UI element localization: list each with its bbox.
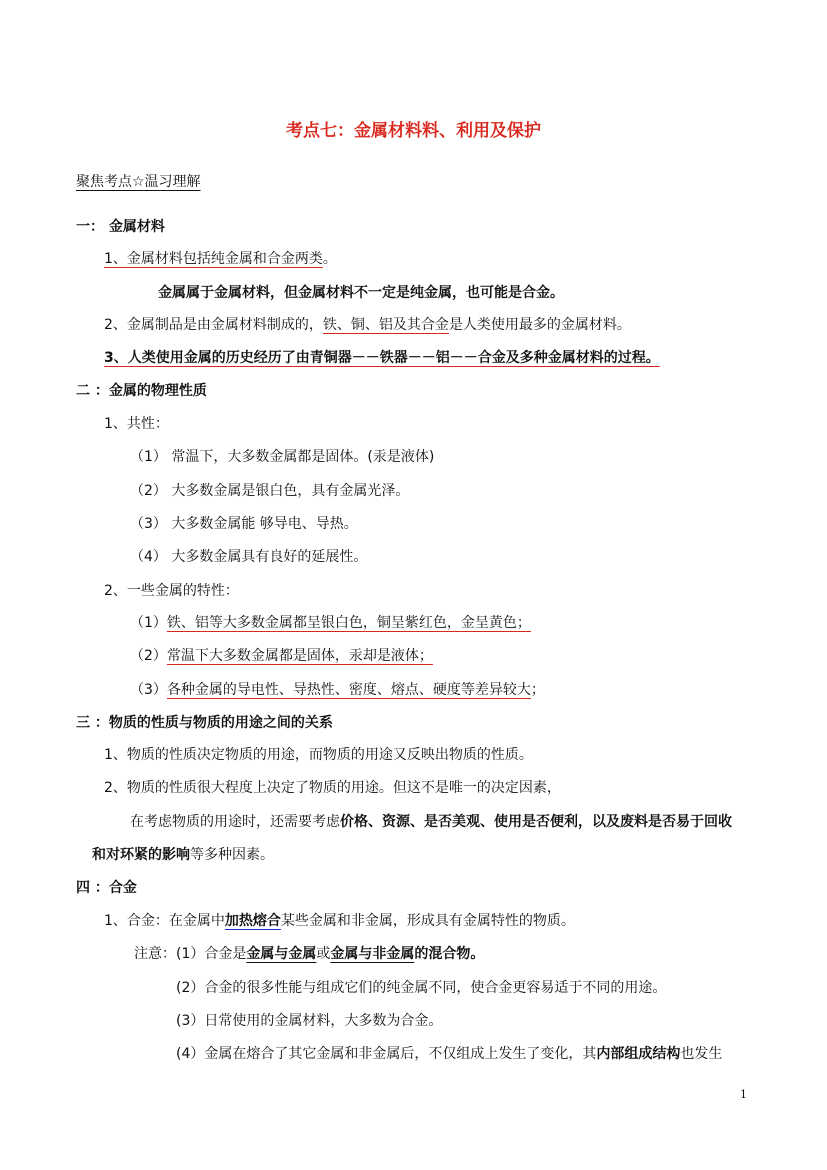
- s4-note-1-a: 注意：(1）合金是: [134, 946, 247, 962]
- s1-item-2-a: 2、金属制品是由金属材料制成的，: [104, 317, 323, 333]
- s2-common-2: （2） 大多数金属是银白色，具有金属光泽。: [130, 483, 410, 499]
- s3-item-2: 2、物质的性质很大程度上决定了物质的用途。但这不是唯一的决定因素，: [104, 780, 561, 796]
- s3-item-1: 1、物质的性质决定物质的用途，而物质的用途又反映出物质的性质。: [104, 747, 533, 763]
- s2-special-1-number: （1）: [130, 615, 167, 631]
- s1-item-1-end: 。: [322, 251, 337, 267]
- s2-special-label: 2、一些金属的特性：: [104, 583, 239, 599]
- s2-special-3-end: ；: [530, 682, 545, 698]
- s2-special-2-text: 常温下大多数金属都是固体，汞却是液体；: [166, 648, 433, 664]
- s4-definition-a: 1、合金：在金属中: [104, 913, 225, 929]
- s1-note: 金属属于金属材料，但金属材料不一定是纯金属，也可能是合金。: [158, 285, 564, 301]
- section-heading-3: 三 ：物质的性质与物质的用途之间的关系: [76, 715, 333, 731]
- s4-note-4-c: 也发生: [680, 1046, 723, 1062]
- s2-common-4: （4） 大多数金属具有良好的延展性。: [130, 549, 368, 565]
- s2-special-2-number: （2）: [130, 648, 167, 664]
- page-number: 1: [740, 1088, 747, 1101]
- section-heading-4: 四 ：合金: [76, 880, 137, 896]
- s1-item-1-number: 1、: [104, 251, 127, 267]
- s4-note-3: (3）日常使用的金属材料，大多数为合金。: [176, 1013, 443, 1029]
- s4-note-2: (2）合金的很多性能与组成它们的纯金属不同，使合金更容易适于不同的用途。: [176, 980, 667, 996]
- s4-note-1-d: 金属与非金属: [330, 946, 415, 962]
- s3-item-3-a: 在考虑物质的用途时，还需要考虑: [130, 814, 340, 830]
- s4-note-1: [134, 944, 484, 964]
- s2-special-3-text: 各种金属的导电性、导热性、密度、熔点、硬度等差异较大: [166, 682, 531, 698]
- s4-note-1-e: 的混合物。: [414, 946, 485, 962]
- s1-item-3: 3、人类使用金属的历史经历了由青铜器－－铁器－－铝－－合金及多种金属材料的过程。: [104, 350, 660, 366]
- s4-note-1-c: 或: [316, 946, 331, 962]
- s1-item-2-c: 是人类使用最多的金属材料。: [448, 317, 631, 333]
- s4-definition-b: 加热熔合: [224, 913, 281, 929]
- s2-common-3: （3） 大多数金属能 够导电、导热。: [130, 516, 358, 532]
- s3-item-4-a: 和对环紧的影响: [92, 847, 190, 863]
- s4-note-4: [176, 1044, 722, 1064]
- s2-special-2: [130, 646, 433, 666]
- s4-note-1-b: 金属与金属: [246, 946, 317, 962]
- s3-item-3: [130, 812, 732, 832]
- section-heading-2: 二 ：金属的物理性质: [76, 383, 207, 399]
- s3-item-3-b: 价格、资源、是否美观、使用是否便利，以及废料是否易于回收: [340, 814, 732, 830]
- section-heading-1: 一： 金属材料: [76, 219, 165, 235]
- s2-special-1: [130, 613, 531, 633]
- s1-item-1: [104, 249, 337, 269]
- s1-item-1-text: 金属材料包括纯金属和合金两类: [126, 251, 323, 267]
- s2-special-1-text: 铁、铝等大多数金属都呈银白色，铜呈紫红色，金呈黄色；: [166, 615, 531, 631]
- s4-note-4-a: (4）金属在熔合了其它金属和非金属后，不仅组成上发生了变化，其: [176, 1046, 597, 1062]
- s1-item-2-b: 铁、铜、铝及其合金: [322, 317, 449, 333]
- s4-definition: [104, 911, 575, 931]
- s3-item-4: [92, 845, 274, 865]
- s4-definition-c: 某些金属和非金属，形成具有金属特性的物质。: [280, 913, 575, 929]
- s2-special-3: [130, 680, 545, 700]
- s4-note-4-b: 内部组成结构: [596, 1046, 681, 1062]
- page-title: 考点七：金属材料料、利用及保护: [286, 121, 541, 141]
- s2-common-label: 1、共性：: [104, 416, 169, 432]
- s2-special-3-number: （3）: [130, 682, 167, 698]
- s2-common-1: （1） 常温下，大多数金属都是固体。(汞是液体): [130, 449, 435, 465]
- focus-subtitle: 聚焦考点☆温习理解: [76, 174, 201, 190]
- s1-item-2: [104, 315, 631, 335]
- s3-item-4-b: 等多种因素。: [190, 847, 274, 863]
